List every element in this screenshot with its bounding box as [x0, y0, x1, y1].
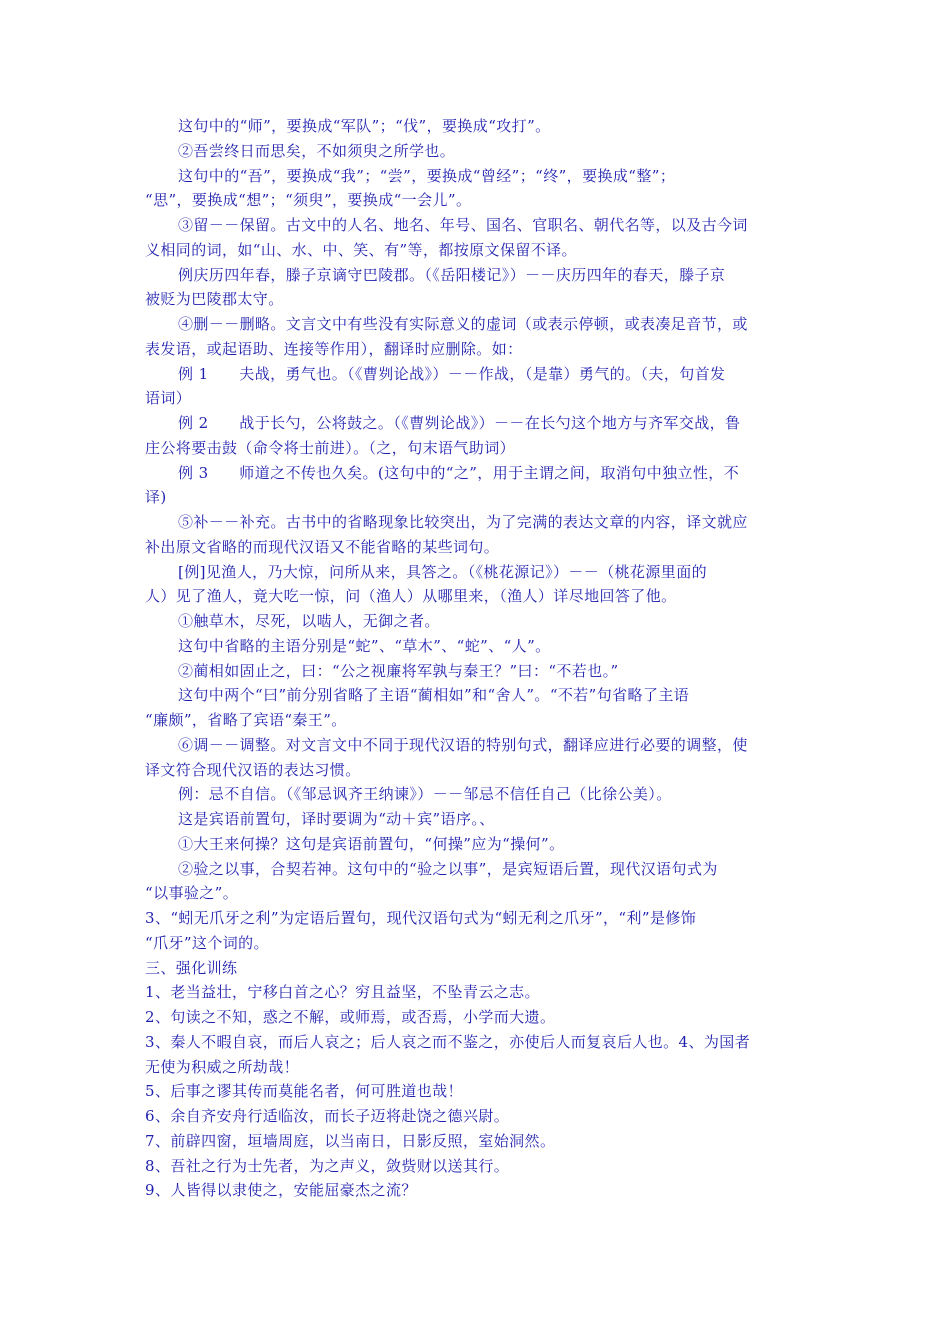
text-line: 这句中的“吾”，要换成“我”；“尝”，要换成“曾经”；“终”，要换成“整”； [178, 166, 676, 185]
text-line: 被贬为巴陵郡太守。 [145, 290, 284, 309]
text-line: ②蔺相如固止之，曰：“公之视廉将军孰与秦王？”曰：“不若也。” [178, 661, 619, 680]
text-line: 这句中省略的主语分别是“蛇”、“草木”、“蛇”、“人”。 [178, 636, 551, 655]
text-line: 庄公将要击鼓（命令将士前进）。（之，句末语气助词） [145, 438, 516, 457]
text-line: ④删－－删略。文言文中有些没有实际意义的虚词（或表示停顿，或表凑足音节，或 [178, 315, 748, 333]
text-line: “以事验之”。 [145, 884, 239, 903]
text-line: “思”，要换成“想”；“须臾”，要换成“一会儿”。 [145, 191, 472, 210]
text-line: 无使为积威之所劫哉！ [145, 1057, 300, 1076]
text-line: 语词） [145, 389, 192, 408]
text-line: 3、秦人不暇自哀，而后人哀之；后人哀之而不鉴之，亦使后人而复哀后人也。4、为国者 [145, 1032, 751, 1051]
text-line: 9、人皆得以隶使之，安能屈豪杰之流？ [145, 1181, 417, 1200]
text-line: 7、前辟四窗，垣墙周庭，以当南日，日影反照，室始洞然。 [145, 1131, 556, 1150]
text-line: ①大王来何操？这句是宾语前置句，“何操”应为“操何”。 [178, 834, 565, 853]
text-line: 这句中两个“曰”前分别省略了主语“蔺相如”和“舍人”。“不若”句省略了主语 [178, 686, 690, 705]
text-line: 5、后事之谬其传而莫能名者，何可胜道也哉！ [145, 1082, 463, 1101]
text-line: 例 1 夫战，勇气也。（《曹刿论战》）－－作战，（是靠）勇气的。（夫，句首发 [178, 364, 726, 383]
text-line: 例 2 战于长勺，公将鼓之。（《曹刿论战》）－－在长勺这个地方与齐军交战，鲁 [178, 414, 741, 432]
text-line: 这是宾语前置句，译时要调为“动＋宾”语序。、 [178, 810, 495, 828]
text-line: “廉颇”，省略了宾语“秦王”。 [145, 711, 347, 729]
text-line: 这句中的“师”，要换成“军队”；“伐”，要换成“攻打”。 [178, 117, 551, 135]
document-body [145, 114, 805, 1203]
text-line: 人）见了渔人，竟大吃一惊，问（渔人）从哪里来，（渔人）详尽地回答了他。 [145, 587, 677, 606]
text-line: ②验之以事，合契若神。这句中的“验之以事”，是宾短语后置，现代汉语句式为 [178, 859, 718, 878]
text-line: 8、吾社之行为士先者，为之声义，敛赀财以送其行。 [145, 1156, 510, 1175]
text-line: 义相同的词，如“山、水、中、笑、有”等，都按原文保留不译。 [145, 240, 577, 259]
text-line: 三、强化训练 [145, 958, 238, 977]
text-line: ⑤补－－补充。古书中的省略现象比较突出，为了完满的表达文章的内容，译文就应 [178, 513, 748, 531]
text-line: 1、老当益壮，宁移白首之心？穷且益坚，不坠青云之志。 [145, 983, 540, 1002]
text-line: “爪牙”这个词的。 [145, 933, 269, 952]
text-line: 表发语，或起语助、连接等作用），翻译时应删除。如： [145, 339, 523, 358]
text-line: ③留－－保留。古文中的人名、地名、年号、国名、官职名、朝代名等，以及古今词 [178, 216, 748, 234]
text-line: ②吾尝终日而思矣，不如须臾之所学也。 [178, 141, 456, 160]
text-line: 译) [145, 488, 167, 507]
text-line: 译文符合现代汉语的表达习惯。 [145, 760, 361, 779]
text-line: 例庆历四年春，滕子京谪守巴陵郡。（《岳阳楼记》）－－庆历四年的春天，滕子京 [178, 265, 726, 284]
text-line: 3、“蚓无爪牙之利”为定语后置句，现代汉语句式为“蚓无利之爪牙”，“利”是修饰 [145, 909, 697, 927]
text-line: ⑥调－－调整。对文言文中不同于现代汉语的特别句式，翻译应进行必要的调整，使 [178, 735, 748, 754]
text-line: 6、余自齐安舟行适临汝，而长子迈将赴饶之德兴尉。 [145, 1107, 510, 1125]
text-line: 2、句读之不知，惑之不解，或师焉，或否焉，小学而大遗。 [145, 1008, 556, 1026]
text-line: ①触草木，尽死，以啮人，无御之者。 [178, 612, 440, 630]
text-line: 例：忌不自信。（《邹忌讽齐王纳谏》）－－邹忌不信任自己（比徐公美）。 [178, 785, 672, 804]
text-line: 例 3 师道之不传也久矣。(这句中的“之”，用于主谓之间，取消句中独立性，不 [178, 463, 740, 482]
text-line: [例]见渔人，乃大惊，问所从来，具答之。（《桃花源记》）－－（桃花源里面的 [178, 562, 708, 581]
text-line: 补出原文省略的而现代汉语又不能省略的某些词句。 [145, 537, 500, 556]
